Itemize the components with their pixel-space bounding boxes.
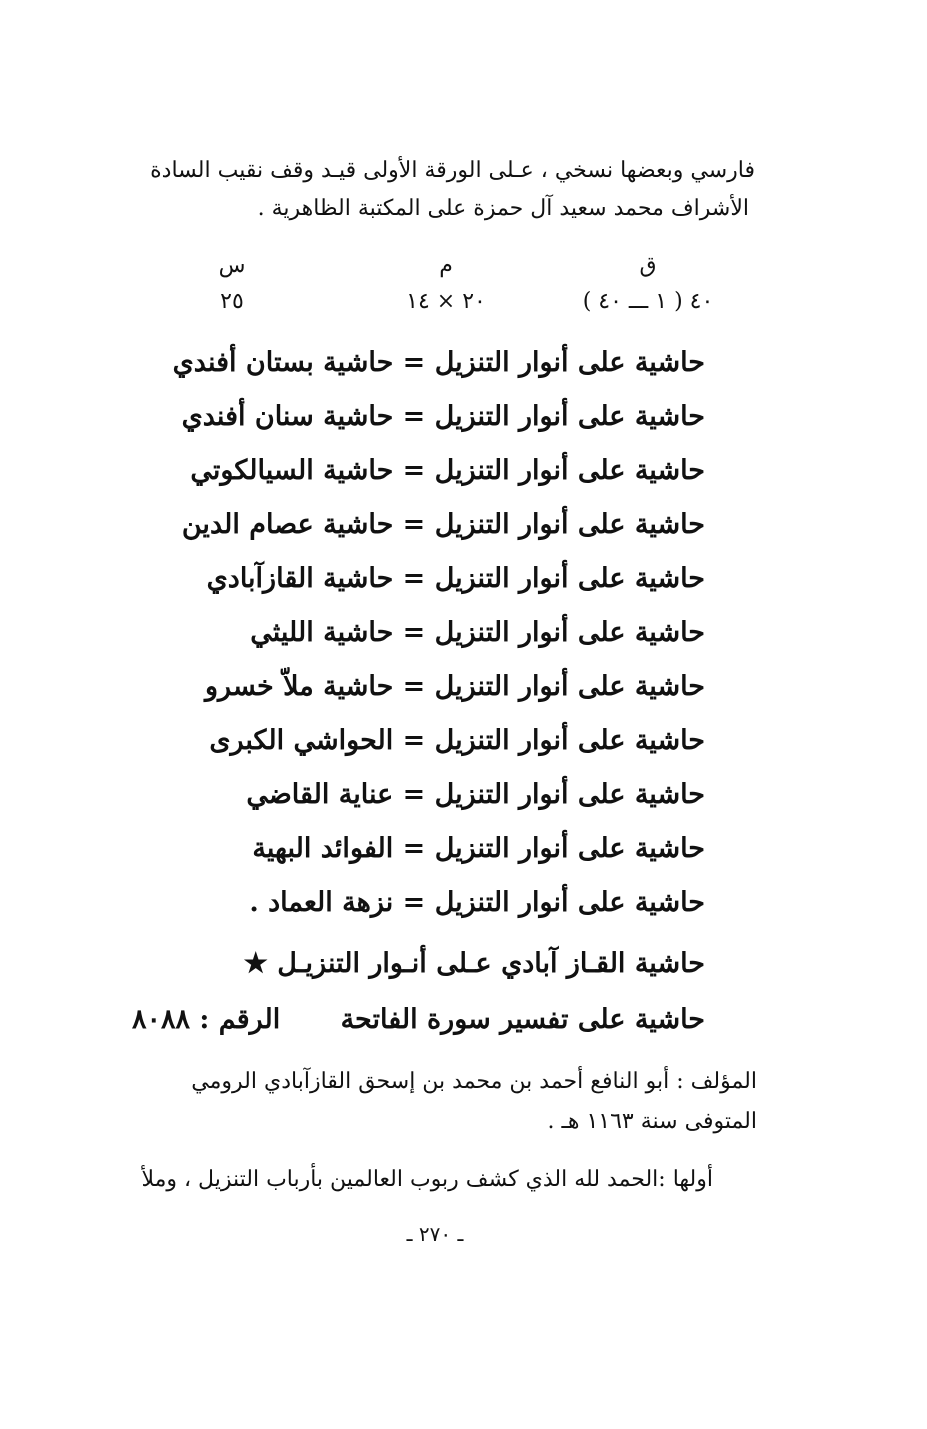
measure-m-value: ٢٠ × ١٤: [406, 289, 486, 314]
title-item: حاشية على أنوار التنزيل = الفوائد البهية: [252, 833, 705, 864]
title-item: حاشية على أنوار التنزيل = عناية القاضي: [246, 779, 705, 810]
intro-line-2: الأشراف محمد سعيد آل حمزة على المكتبة الظاهرية .: [257, 196, 749, 221]
author-line-1: المؤلف : أبو النافع أحمد بن محمد بن إسحق القازآبادي الرومي: [191, 1069, 757, 1094]
intro-paragraph: [105, 152, 755, 228]
incipit-line: أولها :الحمد لله الذي كشف ربوب العالمين بأرباب التنزيل ، وملأ: [141, 1167, 713, 1192]
measure-m-label: م: [439, 253, 453, 278]
measure-m: [346, 248, 546, 320]
title-item: حاشية على أنوار التنزيل = حاشية بستان أفندي: [172, 347, 705, 378]
titles-list: [105, 336, 705, 930]
measure-q-value: ٤٠ ( ١ ـــ ٤٠ ): [582, 289, 714, 314]
measure-q-label: ق: [639, 253, 657, 278]
measure-q: [548, 248, 748, 320]
intro-line-1: فارسي وبعضها نسخي ، عـلى الورقة الأولى قيـد وقف نقيب السادة: [150, 158, 755, 183]
title-item: حاشية على أنوار التنزيل = حاشية سنان أفندي: [181, 401, 705, 432]
entry-heading: حاشية القـاز آبادي عـلى أنـوار التنزيـل ★: [243, 948, 705, 979]
title-item: حاشية على أنوار التنزيل = حاشية السيالكوتي: [190, 455, 705, 486]
record-number: الرقم : ٨٠٨٨: [132, 1004, 281, 1035]
author-block: [97, 1062, 757, 1142]
author-line-2: المتوفى سنة ١١٦٣ هـ .: [547, 1109, 757, 1134]
measure-s-value: ٢٥: [220, 289, 244, 314]
entry-subheading: حاشية على تفسير سورة الفاتحة: [340, 1004, 705, 1035]
measure-s-label: س: [218, 253, 246, 278]
title-item: حاشية على أنوار التنزيل = حاشية الليثي: [250, 617, 705, 648]
title-item: حاشية على أنوار التنزيل = نزهة العماد .: [249, 887, 705, 918]
measurements-row: [0, 248, 927, 328]
title-item: حاشية على أنوار التنزيل = حاشية ملاّ خسرو: [205, 671, 705, 702]
title-item: حاشية على أنوار التنزيل = حاشية عصام الدين: [181, 509, 705, 540]
title-item: حاشية على أنوار التنزيل = الحواشي الكبرى: [209, 725, 705, 756]
title-item: حاشية على أنوار التنزيل = حاشية القازآبادي: [206, 563, 705, 594]
measure-s: [132, 248, 332, 320]
page-number: ـ ٢٧٠ ـ: [406, 1222, 464, 1246]
